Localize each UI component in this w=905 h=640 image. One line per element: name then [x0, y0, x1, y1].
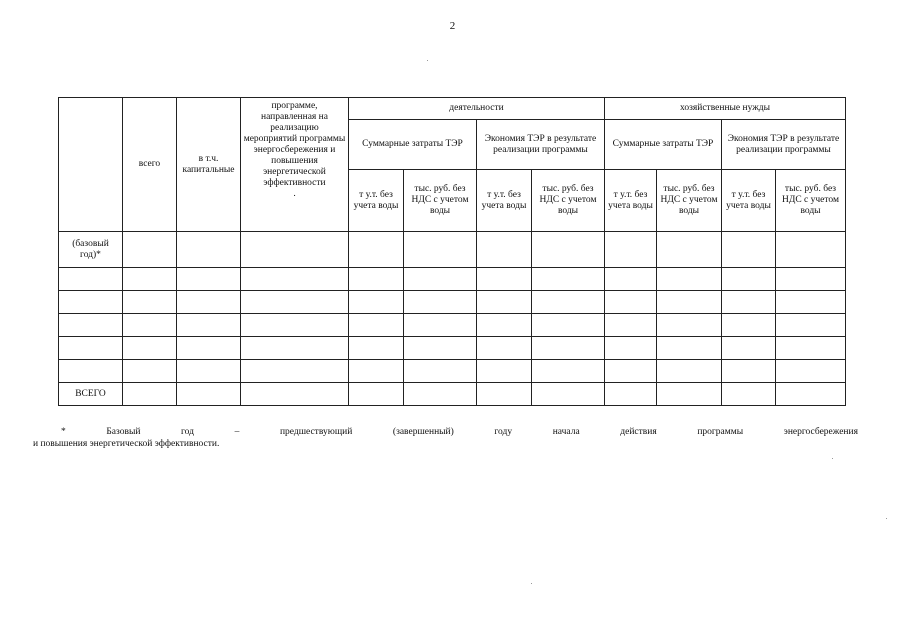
unit-tut-header: т у.т. без учета воды [722, 170, 776, 232]
row-label-total: ВСЕГО [59, 383, 123, 406]
unit-rub-header: тыс. руб. без НДС с учетом воды [776, 170, 846, 232]
footnote-word: (завершенный) [392, 427, 454, 437]
header-total-costs-activity: Суммарные затраты ТЭР [349, 120, 477, 170]
footnote-line-2: и повышения энергетической эффективности. [33, 439, 220, 449]
unit-rub-header: тыс. руб. без НДС с учетом воды [532, 170, 605, 232]
table-row-base-year [59, 232, 846, 268]
unit-rub-header: тыс. руб. без НДС с учетом воды [404, 170, 477, 232]
scan-speck [531, 583, 532, 584]
unit-rub-header: тыс. руб. без НДС с учетом воды [657, 170, 722, 232]
table-row [59, 291, 846, 314]
footnote-word: год [181, 427, 194, 437]
header-program-mark: . [293, 189, 296, 199]
header-household-group: хозяйственные нужды [605, 98, 846, 120]
row-label-base-year: (базовый год)* [59, 232, 123, 268]
header-activity-group: деятельности [349, 98, 605, 120]
unit-tut-header: т у.т. без учета воды [349, 170, 404, 232]
header-all: всего [123, 98, 177, 232]
header-program [241, 98, 349, 232]
scan-speck [886, 518, 887, 519]
footnote-word: энергосбережения [783, 427, 858, 437]
header-program-text: программе, направленная на реализацию мероприятий программы энергосбережения и повышения энергетической эффективности [243, 101, 346, 188]
footnote-word: * [61, 427, 66, 437]
header-total-costs-household: Суммарные затраты ТЭР [605, 120, 722, 170]
footnote-word: году [494, 427, 513, 437]
header-row-1 [59, 98, 846, 120]
header-savings-activity: Экономия ТЭР в результате реализации программы [477, 120, 605, 170]
footnote-word: Базовый [106, 427, 141, 437]
footnote-word: – [234, 427, 240, 437]
table-row [59, 268, 846, 291]
scan-speck [832, 458, 833, 459]
footnote-word: предшествующий [279, 427, 353, 437]
energy-cost-table [58, 97, 846, 406]
header-savings-household: Экономия ТЭР в результате реализации программы [722, 120, 846, 170]
scan-speck [427, 60, 428, 61]
footnote-word: начала [552, 427, 580, 437]
table-row-total [59, 383, 846, 406]
unit-tut-header: т у.т. без учета воды [605, 170, 657, 232]
footnote-word: действия [620, 427, 657, 437]
footnote-line-1 [33, 426, 858, 438]
page-number: 2 [449, 20, 456, 32]
footnote [33, 426, 858, 450]
table-row [59, 337, 846, 360]
unit-tut-header: т у.т. без учета воды [477, 170, 532, 232]
table-row [59, 360, 846, 383]
footnote-word: программы [697, 427, 744, 437]
header-capital: в т.ч. капитальные [177, 98, 241, 232]
table-row [59, 314, 846, 337]
header-empty-cell [59, 98, 123, 232]
